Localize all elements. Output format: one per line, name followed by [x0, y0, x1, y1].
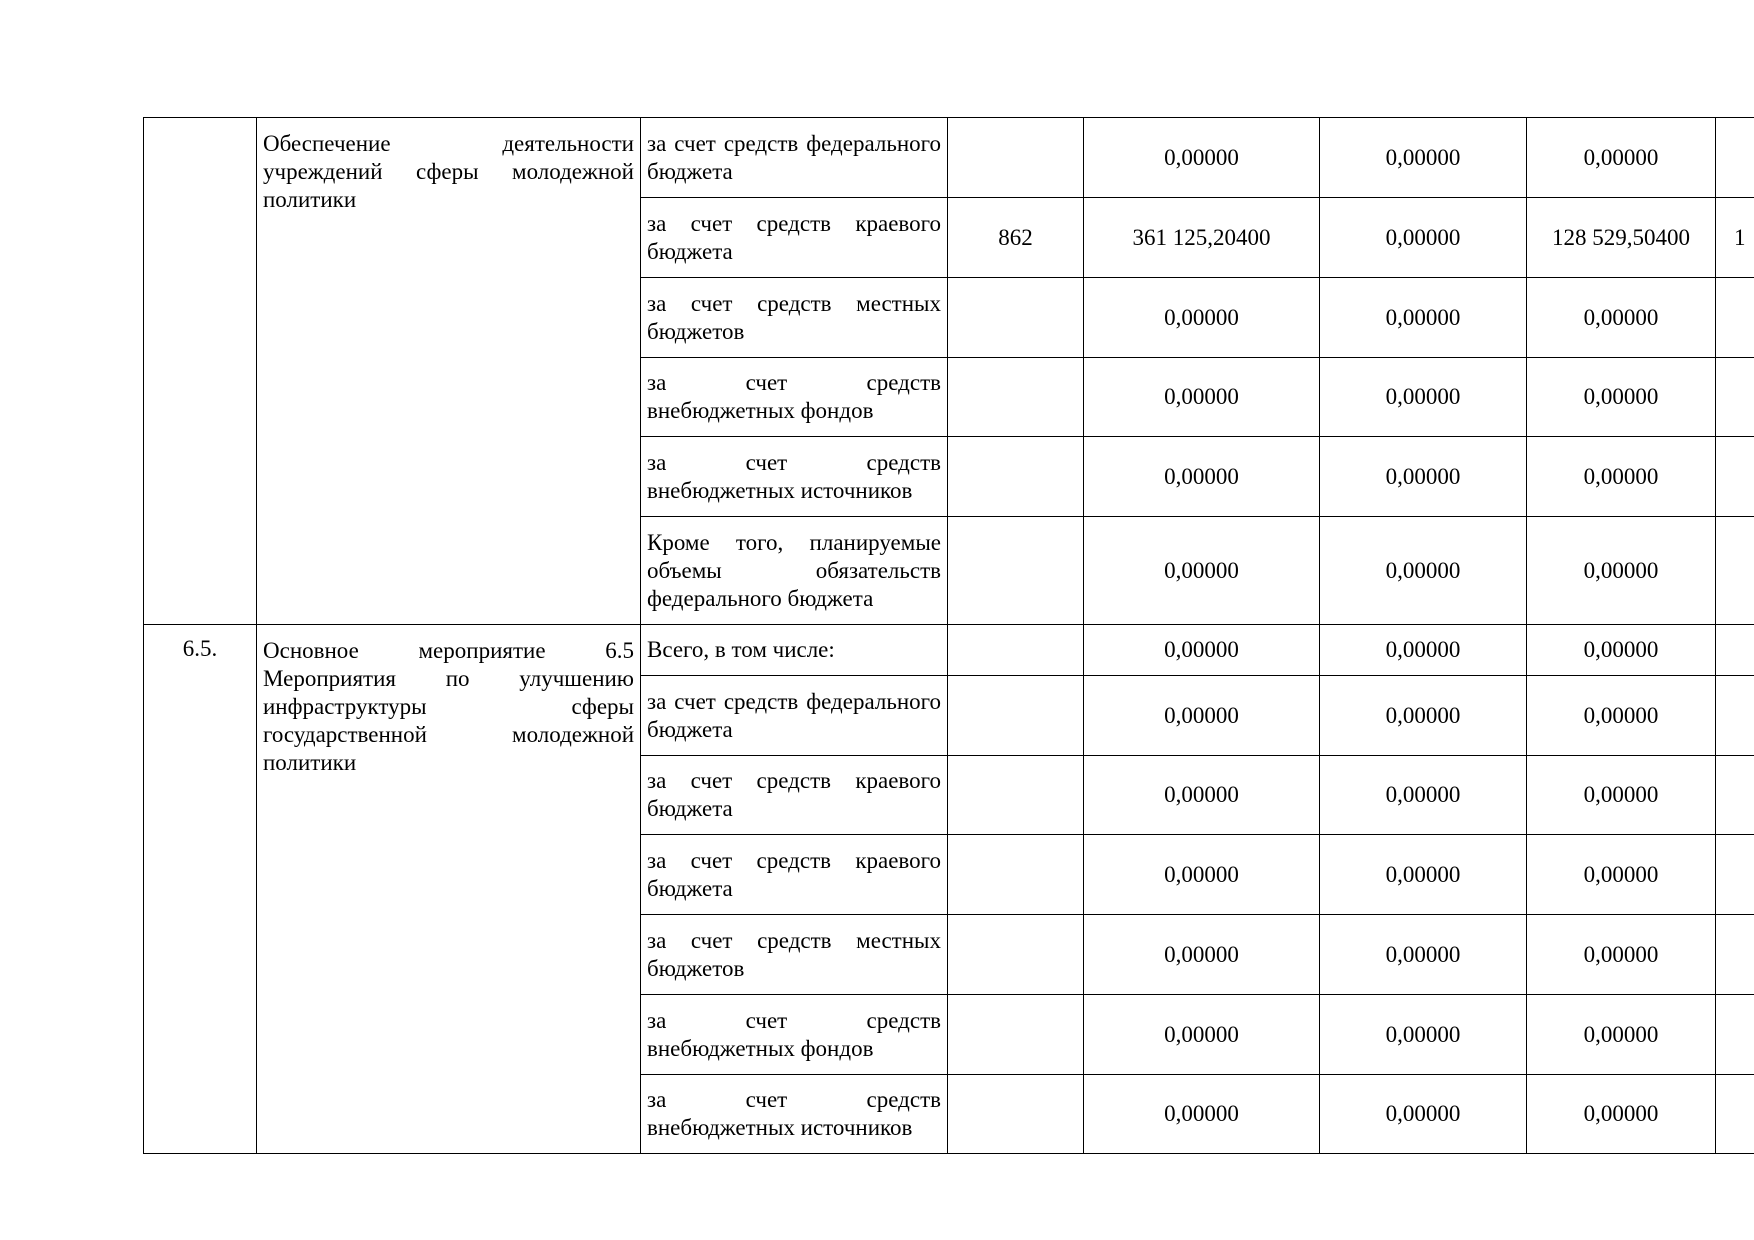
value-cell-4	[1716, 676, 1754, 756]
value-cell-1: 361 125,20400	[1084, 198, 1320, 278]
funding-source-cell: за счет средств местных бюджетов	[641, 915, 948, 995]
value-cell-3: 0,00000	[1527, 437, 1716, 517]
value-cell-2: 0,00000	[1320, 437, 1527, 517]
value-cell-1: 0,00000	[1084, 756, 1320, 835]
value-cell-2: 0,00000	[1320, 915, 1527, 995]
value-cell-3: 0,00000	[1527, 835, 1716, 915]
value-cell-4	[1716, 358, 1754, 437]
code-cell	[948, 278, 1084, 358]
code-cell	[948, 625, 1084, 676]
value-cell-4	[1716, 1075, 1754, 1154]
code-cell	[948, 358, 1084, 437]
item-number-cell: 6.5.	[144, 625, 257, 1154]
code-cell	[948, 835, 1084, 915]
value-cell-1: 0,00000	[1084, 358, 1320, 437]
code-cell	[948, 1075, 1084, 1154]
funding-source-cell: за счет средств местных бюджетов	[641, 278, 948, 358]
value-cell-2: 0,00000	[1320, 625, 1527, 676]
value-cell-1: 0,00000	[1084, 995, 1320, 1075]
value-cell-3: 0,00000	[1527, 676, 1716, 756]
funding-source-cell: Всего, в том числе:	[641, 625, 948, 676]
code-cell	[948, 756, 1084, 835]
value-cell-1: 0,00000	[1084, 278, 1320, 358]
value-cell-3: 0,00000	[1527, 995, 1716, 1075]
funding-source-cell: за счет средств краевого бюджета	[641, 198, 948, 278]
value-cell-3: 0,00000	[1527, 358, 1716, 437]
value-cell-2: 0,00000	[1320, 835, 1527, 915]
funding-source-cell: за счет средств внебюджетных фондов	[641, 995, 948, 1075]
code-cell	[948, 915, 1084, 995]
value-cell-4	[1716, 517, 1754, 625]
funding-source-cell: за счет средств внебюджетных источников	[641, 1075, 948, 1154]
funding-source-cell: за счет средств внебюджетных источников	[641, 437, 948, 517]
value-cell-2: 0,00000	[1320, 278, 1527, 358]
value-cell-1: 0,00000	[1084, 437, 1320, 517]
value-cell-2: 0,00000	[1320, 118, 1527, 198]
value-cell-2: 0,00000	[1320, 517, 1527, 625]
funding-source-cell: за счет средств федерального бюджета	[641, 118, 948, 198]
value-cell-3: 0,00000	[1527, 915, 1716, 995]
funding-source-cell: за счет средств краевого бюджета	[641, 835, 948, 915]
table-row	[144, 118, 1754, 198]
value-cell-3: 0,00000	[1527, 118, 1716, 198]
code-cell	[948, 995, 1084, 1075]
budget-table	[143, 117, 1754, 1154]
value-cell-4	[1716, 995, 1754, 1075]
value-cell-3: 128 529,50400	[1527, 198, 1716, 278]
value-cell-4: 1	[1716, 198, 1754, 278]
value-cell-4	[1716, 278, 1754, 358]
value-cell-3: 0,00000	[1527, 1075, 1716, 1154]
value-cell-3: 0,00000	[1527, 625, 1716, 676]
funding-source-cell: за счет средств федерального бюджета	[641, 676, 948, 756]
value-cell-1: 0,00000	[1084, 1075, 1320, 1154]
code-cell	[948, 676, 1084, 756]
value-cell-3: 0,00000	[1527, 756, 1716, 835]
value-cell-4	[1716, 835, 1754, 915]
value-cell-2: 0,00000	[1320, 756, 1527, 835]
code-cell	[948, 517, 1084, 625]
item-number-cell	[144, 118, 257, 625]
value-cell-4	[1716, 437, 1754, 517]
value-cell-2: 0,00000	[1320, 198, 1527, 278]
value-cell-4	[1716, 915, 1754, 995]
value-cell-4	[1716, 625, 1754, 676]
value-cell-1: 0,00000	[1084, 118, 1320, 198]
value-cell-3: 0,00000	[1527, 517, 1716, 625]
value-cell-2: 0,00000	[1320, 358, 1527, 437]
value-cell-4	[1716, 756, 1754, 835]
value-cell-1: 0,00000	[1084, 517, 1320, 625]
value-cell-4	[1716, 118, 1754, 198]
code-cell	[948, 437, 1084, 517]
value-cell-1: 0,00000	[1084, 625, 1320, 676]
funding-source-cell: за счет средств краевого бюджета	[641, 756, 948, 835]
code-cell: 862	[948, 198, 1084, 278]
value-cell-2: 0,00000	[1320, 676, 1527, 756]
value-cell-1: 0,00000	[1084, 835, 1320, 915]
code-cell	[948, 118, 1084, 198]
value-cell-3: 0,00000	[1527, 278, 1716, 358]
value-cell-2: 0,00000	[1320, 1075, 1527, 1154]
funding-source-cell: Кроме того, планируемые объемы обязательств федерального бюджета	[641, 517, 948, 625]
value-cell-2: 0,00000	[1320, 995, 1527, 1075]
table-row	[144, 625, 1754, 676]
value-cell-1: 0,00000	[1084, 915, 1320, 995]
funding-source-cell: за счет средств внебюджетных фондов	[641, 358, 948, 437]
item-name-cell: Основное мероприятие 6.5 Мероприятия по улучшению инфраструктуры сферы государственной молодежной политики	[257, 625, 641, 1154]
value-cell-1: 0,00000	[1084, 676, 1320, 756]
item-name-cell: Обеспечение деятельности учреждений сферы молодежной политики	[257, 118, 641, 625]
